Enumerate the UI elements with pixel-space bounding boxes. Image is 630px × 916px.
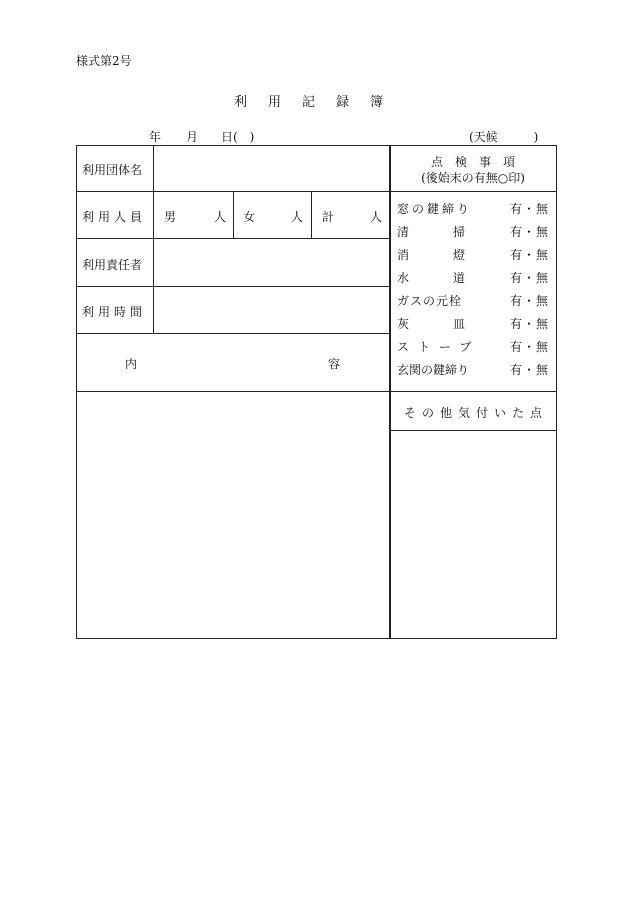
check-items-subtitle: (後始末の有無○印) [421, 171, 525, 185]
check-item-answer[interactable]: 有・無 [509, 294, 549, 308]
female-unit: 人 [291, 210, 304, 224]
date-year-label: 年 [149, 130, 162, 144]
group-name-field[interactable] [154, 146, 389, 191]
check-item-label: 水道 [397, 271, 510, 285]
content-label-left: 内 [125, 357, 138, 371]
check-item-label: 消燈 [397, 248, 510, 262]
female-count-field[interactable] [234, 192, 311, 238]
male-label: 男 [164, 210, 177, 224]
check-item-answer[interactable]: 有・無 [509, 317, 549, 331]
date-day-label: 日( ) [221, 130, 255, 144]
check-item-label: 窓の鍵締り [397, 202, 473, 216]
male-unit: 人 [214, 210, 227, 224]
date-month-label: 月 [186, 130, 199, 144]
check-item-label: 灰皿 [397, 317, 510, 331]
total-label: 計 [322, 210, 335, 224]
users-label: 利用人員 [82, 210, 147, 224]
notes-label: その他気付いた点 [403, 406, 548, 420]
total-unit: 人 [370, 210, 383, 224]
female-label: 女 [243, 210, 256, 224]
total-count-field[interactable] [312, 192, 389, 238]
weather-label: (天候 ) [469, 130, 539, 144]
check-item-answer[interactable]: 有・無 [509, 225, 549, 239]
check-item-answer[interactable]: 有・無 [509, 202, 549, 216]
check-items-title: 点検事項 [430, 155, 527, 169]
page-title: 利用記録簿 [233, 95, 404, 110]
responsible-person-field[interactable] [154, 239, 389, 286]
check-item-answer[interactable]: 有・無 [509, 248, 549, 262]
content-label-right: 容 [328, 357, 341, 371]
check-item-answer[interactable]: 有・無 [509, 363, 549, 377]
check-item-label: 清掃 [397, 225, 510, 239]
male-count-field[interactable] [154, 192, 233, 238]
usage-time-field[interactable] [154, 287, 389, 333]
content-field[interactable] [77, 392, 389, 638]
check-item-answer[interactable]: 有・無 [509, 271, 549, 285]
check-item-label: 玄関の鍵締り [397, 363, 470, 377]
notes-field[interactable] [391, 431, 556, 638]
check-item-label: ストーブ [397, 340, 481, 354]
check-item-answer[interactable]: 有・無 [509, 340, 549, 354]
check-item-label: ガスの元栓 [397, 294, 463, 308]
form-number: 様式第2号 [76, 54, 132, 68]
time-label: 利用時間 [82, 305, 147, 319]
responsible-label: 利用責任者 [82, 258, 143, 272]
group-name-label: 利用団体名 [82, 163, 143, 177]
